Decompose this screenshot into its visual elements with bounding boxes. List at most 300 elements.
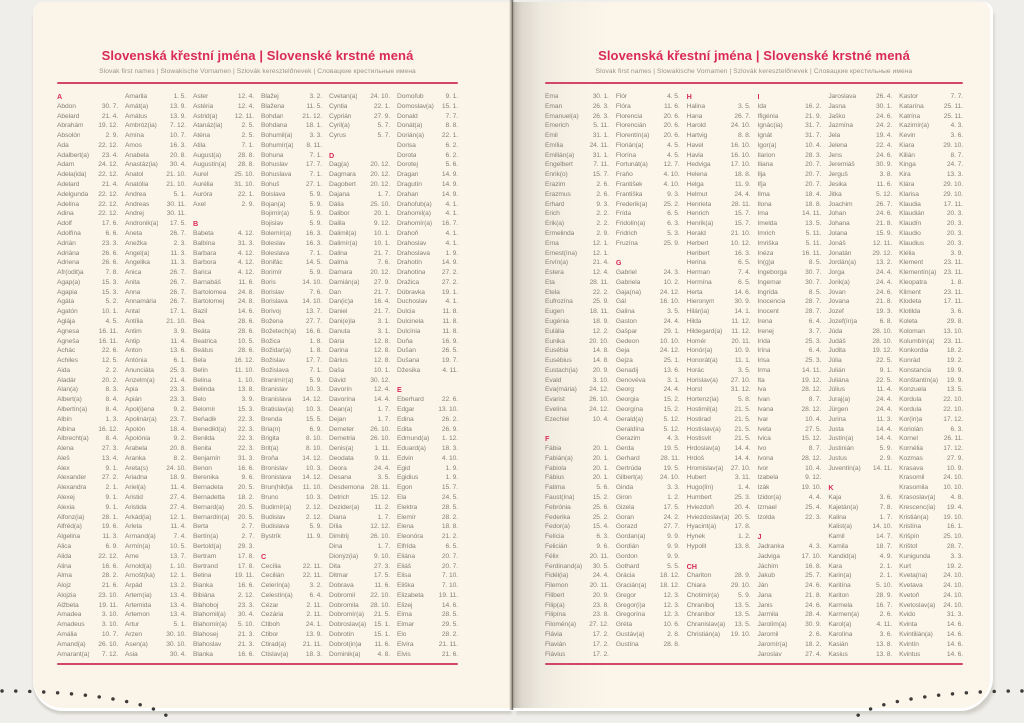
name-entry: Ingrída 8. 5. xyxy=(757,288,822,296)
bottom-rule xyxy=(57,663,458,665)
name-entry: Kalist(a) 14. 10. xyxy=(828,523,893,531)
name-entry: Klodeta 17. 11. xyxy=(899,298,963,306)
name-entry: Jerguš 3. 8. xyxy=(828,171,893,179)
name-entry: Bernard(a) 20. 5. xyxy=(193,503,254,511)
name-entry: Igor(a) 10. 4. xyxy=(757,141,822,149)
name-entry: Klementín(a) 23. 11. xyxy=(899,269,963,277)
name-entry: Amand(a) 26. 10. xyxy=(57,640,118,648)
letter-header: G xyxy=(615,258,622,268)
name-entry: Ignác(ia) 31. 7. xyxy=(757,122,822,130)
name-entry: Ivona 28. 12. xyxy=(757,454,822,462)
name-entry: Klaudín 20. 3. xyxy=(899,220,963,228)
name-entry: Drahan 14. 9. xyxy=(397,190,458,198)
name-entry: Antip 11. 4. xyxy=(125,337,186,345)
name-entry: Bea 28. 6. xyxy=(193,317,254,325)
name-entry: Desana 3. 5. xyxy=(329,474,390,482)
name-column xyxy=(261,92,322,660)
name-entry: Cyntia 22. 1. xyxy=(329,102,390,110)
name-entry: Aladár 20. 2. xyxy=(57,376,118,384)
name-entry: Florencia 20. 6. xyxy=(615,112,680,120)
name-entry: Kaja 3. 6. xyxy=(828,494,893,502)
name-column xyxy=(616,92,680,660)
name-entry: Gaston 24. 4. xyxy=(615,317,680,325)
name-entry: Ema 30. 1. xyxy=(545,93,609,100)
name-entry: Ifigénia 21. 9. xyxy=(757,112,822,120)
name-entry: Kasián 13. 8. xyxy=(828,640,893,648)
name-entry: Andrej 30. 11. xyxy=(125,210,186,218)
name-entry: Emilián(a) 31. 1. xyxy=(545,151,609,159)
name-entry: Božislav 17. 7. xyxy=(261,357,322,365)
name-entry: Arne 13. 7. xyxy=(125,552,186,560)
name-entry: Izabela 9. 12. xyxy=(757,474,822,482)
name-entry: Anton 13. 6. xyxy=(125,347,186,355)
name-entry: Anica 26. 7. xyxy=(125,269,186,277)
page-subtitle: Slovak first names | Slowakische Vornamen | Szlovák keresztelőnevek | Словацкие крестильные имена xyxy=(595,68,913,75)
name-entry: Dragan 14. 9. xyxy=(397,171,458,179)
name-entry: Ctibor 13. 9. xyxy=(261,630,322,638)
name-entry: Belo 3. 9. xyxy=(193,396,254,404)
name-entry: Alfonz(ia) 28. 1. xyxy=(57,513,118,521)
name-entry: Drahoň 4. 1. xyxy=(397,229,458,237)
name-entry: Kajetán(a) 7. 8. xyxy=(828,503,893,511)
name-entry: Džesika 4. 11. xyxy=(397,366,458,374)
name-entry: Beáta 28. 6. xyxy=(193,327,254,335)
name-entry: Henrik(a) 15. 7. xyxy=(686,220,751,228)
name-entry: Dalina 21. 7. xyxy=(329,249,390,257)
name-entry: Jovana 21. 8. xyxy=(828,298,893,306)
name-entry: Karmela 16. 7. xyxy=(828,601,893,609)
name-entry: Fidél(ia) 24. 4. xyxy=(545,572,609,580)
name-entry: Dalibor 20. 1. xyxy=(329,210,390,218)
name-entry: Kornel 26. 11. xyxy=(899,435,963,443)
name-entry: Geja 24. 12. xyxy=(615,347,680,355)
name-entry: Dulcínia 11. 8. xyxy=(397,327,458,335)
name-entry: Hostirad 21. 5. xyxy=(686,415,751,423)
name-entry: Klotilda 3. 6. xyxy=(899,308,963,316)
name-entry: Irenej 3. 7. xyxy=(757,327,822,335)
name-entry: Amadea 3. 10. xyxy=(57,611,118,619)
name-entry: Bojimír(a) 5. 9. xyxy=(261,210,322,218)
name-entry: Filibert 20. 9. xyxy=(545,591,609,599)
name-entry: Hyacint(a) 17. 8. xyxy=(686,523,751,531)
name-entry: Asia 30. 4. xyxy=(125,650,186,658)
name-entry: August(a) 28. 8. xyxy=(193,151,254,159)
name-entry: Ignát 31. 7. xyxy=(757,132,822,140)
name-entry: Hypolit 13. 8. xyxy=(686,542,751,550)
name-entry: Ivo 8. 7. xyxy=(757,445,822,453)
name-entry: Herina 6. 5. xyxy=(686,259,751,267)
name-entry: Kevin 3. 6. xyxy=(899,132,963,140)
name-entry: Jozef(ín)a 6. 8. xyxy=(828,317,893,325)
name-entry: Anunciáta 25. 3. xyxy=(125,366,186,374)
name-entry: Dagobert 20. 12. xyxy=(329,181,390,189)
name-entry: Davorína 14. 4. xyxy=(329,396,390,404)
name-entry: Albína 16. 12. xyxy=(57,425,118,433)
name-entry: Bohumil(a) 3. 3. xyxy=(261,132,322,140)
name-entry: Aurel 25. 10. xyxy=(193,171,254,179)
name-entry: Dražica 27. 2. xyxy=(397,278,458,286)
name-entry: Filemon 20. 11. xyxy=(545,582,609,590)
name-entry: Kamila 18. 7. xyxy=(828,542,893,550)
name-entry: Cyril(a) 5. 7. xyxy=(329,122,390,130)
name-entry: Elvis 21. 6. xyxy=(397,650,458,658)
name-entry: Jorga 24. 4. xyxy=(828,269,893,277)
name-entry: Kvintilián(a) 14. 6. xyxy=(899,630,963,638)
name-entry: Hrdoslav(a) 14. 4. xyxy=(686,445,751,453)
name-entry: Duňa 16. 9. xyxy=(397,337,458,345)
name-entry: Amátus 13. 9. xyxy=(125,112,186,120)
name-entry: Benedikt(a) 22. 3. xyxy=(193,425,254,433)
page-subtitle: Slovak first names | Slowakische Vornamen | Szlovák keresztelőnevek | Словацкие крестильные имена xyxy=(99,68,416,75)
name-entry: Julián 9. 1. xyxy=(828,366,893,374)
name-entry: Adina 22. 12. xyxy=(57,210,118,218)
name-entry: Borimír 5. 9. xyxy=(261,269,322,277)
name-entry: František 4. 10. xyxy=(615,181,680,189)
name-entry: Heribert 16. 3. xyxy=(686,249,751,257)
name-entry: Berenika 9. 6. xyxy=(193,474,254,482)
name-entry: Elfrída 6. 5. xyxy=(397,542,458,550)
name-entry: Celerín(a) 3. 2. xyxy=(261,582,322,590)
name-entry: Bianka 16. 6. xyxy=(193,582,254,590)
name-entry: Achác 22. 6. xyxy=(57,347,118,355)
name-entry: Ditmar 17. 5. xyxy=(329,572,390,580)
name-entry: Hynek 1. 2. xyxy=(686,533,751,541)
name-entry: Gizela 17. 5. xyxy=(615,503,680,511)
name-entry: Ingeborga 30. 7. xyxy=(757,269,822,277)
name-entry: Jela 19. 4. xyxy=(828,132,893,140)
name-entry: Flór 4. 5. xyxy=(615,93,680,100)
name-entry: Dobromil 22. 10. xyxy=(329,591,390,599)
name-entry: Barica 4. 12. xyxy=(193,269,254,277)
name-entry: Kvetoslav(a) 24. 10. xyxy=(899,601,963,609)
name-entry: Konštantín(a) 19. 9. xyxy=(899,376,963,384)
name-entry: Albrecht(a) 8. 4. xyxy=(57,435,118,443)
name-entry: Dávid 30. 12. xyxy=(329,376,390,384)
name-entry: Ján 24. 6. xyxy=(757,582,822,590)
name-entry: Ernest(ína) 12. 1. xyxy=(545,249,609,257)
name-entry: Iva 28. 12. xyxy=(757,386,822,394)
name-entry: Artur 5. 1. xyxy=(125,621,186,629)
name-entry: Kveta(na) 24. 10. xyxy=(899,572,963,580)
name-entry: Elisa 7. 10. xyxy=(397,572,458,580)
name-entry: Georgia 15. 2. xyxy=(615,396,680,404)
name-entry: Halina 3. 5. xyxy=(686,102,751,110)
name-entry: Edita 26. 9. xyxy=(397,425,458,433)
name-entry: Bernadetta 18. 2. xyxy=(193,494,254,502)
name-entry: Dag(a) 20. 12. xyxy=(329,161,390,169)
name-entry: Imriška 5. 11. xyxy=(757,239,822,247)
name-entry: Arabela 20. 8. xyxy=(125,445,186,453)
name-entry: Kvido 31. 3. xyxy=(899,611,963,619)
name-entry: Egidius 1. 9. xyxy=(397,474,458,482)
name-entry: Irída 25. 3. xyxy=(757,337,822,345)
name-entry: Koleta 29. 8. xyxy=(899,317,963,325)
name-entry: Artemon 13. 4. xyxy=(125,611,186,619)
name-entry: Dobromír(a) 21. 5. xyxy=(329,611,390,619)
name-entry: Drahoslav 4. 1. xyxy=(397,239,458,247)
name-entry: Blahoboj 23. 3. xyxy=(193,601,254,609)
name-entry: Kliment 23. 11. xyxy=(899,288,963,296)
name-entry: Apolón 18. 4. xyxy=(125,425,186,433)
name-entry: Boris 14. 10. xyxy=(261,278,322,286)
name-entry: Ilja 20. 7. xyxy=(757,171,822,179)
name-entry: Drahotín 14. 9. xyxy=(397,259,458,267)
name-entry: Bertín(a) 2. 7. xyxy=(193,533,254,541)
name-entry: Drahoslava 1. 9. xyxy=(397,249,458,257)
name-entry: Bazil 14. 6. xyxy=(193,308,254,316)
name-entry: Angelika 11. 3. xyxy=(125,259,186,267)
name-entry: Anna 26. 7. xyxy=(125,288,186,296)
name-entry: Eman 26. 3. xyxy=(545,102,609,110)
name-entry: Aranka 8. 2. xyxy=(125,454,186,462)
name-entry: Ferdinand(a) 30. 5. xyxy=(545,562,609,570)
name-entry: Jaško 24. 6. xyxy=(828,112,893,120)
name-entry: Artem(ia) 13. 4. xyxy=(125,591,186,599)
name-entry: Amát(a) 13. 9. xyxy=(125,102,186,110)
name-entry: Krasoslav(a) 4. 8. xyxy=(899,494,963,502)
name-entry: Imrich 5. 11. xyxy=(757,229,822,237)
name-entry: Herald 21. 10. xyxy=(686,229,751,237)
name-entry: Jozef 19. 3. xyxy=(828,308,893,316)
spacer-row xyxy=(261,542,322,552)
name-entry: Adelard 21. 4. xyxy=(57,181,118,189)
name-entry: Arkád(ia) 12. 1. xyxy=(125,513,186,521)
name-column xyxy=(57,92,118,660)
name-entry: Etela 22. 2. xyxy=(545,288,609,296)
name-entry: Albert(a) 8. 4. xyxy=(57,396,118,404)
name-entry: Adelína 22. 12. xyxy=(57,200,118,208)
name-entry: Kor(in)a 17. 12. xyxy=(899,415,963,423)
name-entry: Eulália 12. 2. xyxy=(545,327,609,335)
name-entry: Dean(a) 1. 7. xyxy=(329,406,390,413)
name-entry: Krasomila 10. 10. xyxy=(899,484,963,492)
name-entry: Agneša 16. 11. xyxy=(57,337,118,345)
name-entry: Bonifác 14. 5. xyxy=(261,259,322,267)
name-column xyxy=(545,92,609,660)
name-entry: Abrahám 19. 12. xyxy=(57,122,118,130)
name-entry: Antal 17. 1. xyxy=(125,308,186,316)
name-entry: Cézar 2. 11. xyxy=(261,601,322,609)
name-entry: Juliána 22. 5. xyxy=(828,376,893,384)
name-entry: Alan(a) 8. 3. xyxy=(57,386,118,394)
name-entry: Eunika 20. 10. xyxy=(545,337,609,345)
name-entry: Karin(a) 2. 1. xyxy=(828,572,893,580)
name-entry: Adalbert(a) 23. 4. xyxy=(57,151,118,159)
name-entry: Apián 23. 3. xyxy=(125,396,186,404)
name-entry: Dorota 6. 2. xyxy=(397,151,458,159)
name-entry: Anabela 20. 8. xyxy=(125,151,186,159)
name-entry: Jáchim 16. 8. xyxy=(757,562,822,570)
name-entry: Elizej 14. 6. xyxy=(397,601,458,609)
name-entry: Elena 18. 8. xyxy=(397,523,458,531)
name-entry: Aleš 13. 4. xyxy=(57,454,118,462)
spacer-row xyxy=(828,473,892,483)
right-page-content xyxy=(512,2,990,708)
name-entry: Ingemar 30. 7. xyxy=(757,278,822,286)
name-entry: Gracián(a) 18. 12. xyxy=(615,582,680,590)
name-entry: Bertrand 17. 8. xyxy=(193,562,254,570)
name-entry: Barnabáš 11. 6. xyxy=(193,278,254,286)
name-entry: Kristián(a) 19. 10. xyxy=(899,513,963,521)
name-entry: Belín 11. 10. xyxy=(193,366,254,374)
name-entry: Barbora 4. 12. xyxy=(193,259,254,267)
name-entry: Krišpín 25. 10. xyxy=(899,533,963,541)
name-entry: Cvetan(a) 24. 10. xyxy=(329,93,390,100)
name-entry: Antim 3. 9. xyxy=(125,327,186,335)
name-entry: Florentín(a) 20. 6. xyxy=(615,132,680,140)
name-entry: Bruno 10. 3. xyxy=(261,494,322,502)
name-entry: Drahomír(a) 16. 7. xyxy=(397,220,458,228)
name-entry: Geraldína 5. 12. xyxy=(615,425,680,433)
name-entry: Kariton 28. 9. xyxy=(828,591,893,599)
name-entry: Jana 21. 8. xyxy=(757,591,822,599)
name-entry: Gerald(a) 5. 12. xyxy=(615,415,680,423)
name-entry: Kornélia 17. 12. xyxy=(899,445,963,453)
name-entry: Karitína 5. 10. xyxy=(828,582,893,590)
name-entry: Ita 19. 12. xyxy=(757,376,822,384)
name-entry: Kordula 22. 10. xyxy=(899,406,963,413)
name-entry: Emil 31. 1. xyxy=(545,132,609,140)
name-entry: Klaudia 17. 11. xyxy=(899,200,963,208)
name-entry: Kvintín 14. 6. xyxy=(899,640,963,648)
name-entry: Chraniboj 13. 5. xyxy=(686,601,751,609)
name-entry: Aneta 26. 7. xyxy=(125,229,186,237)
name-entry: Kastor 7. 7. xyxy=(899,93,963,100)
name-column xyxy=(757,92,821,660)
name-entry: Gustáv(a) 2. 8. xyxy=(615,630,680,638)
name-entry: Ida 16. 2. xyxy=(757,102,822,110)
name-entry: Fruzína 25. 9. xyxy=(615,239,680,247)
name-entry: Kamil 14. 7. xyxy=(828,533,893,541)
name-entry: Fedor(a) 15. 4. xyxy=(545,523,609,531)
name-entry: Judáš 28. 10. xyxy=(828,337,893,345)
name-entry: Bohuslav 17. 7. xyxy=(261,161,322,169)
name-entry: Flóra 11. 6. xyxy=(615,102,680,110)
name-entry: Félix 20. 11. xyxy=(545,552,609,560)
name-entry: Hortenz(ia) 5. 8. xyxy=(686,396,751,404)
name-entry: Fridolín(a) 6. 3. xyxy=(615,220,680,228)
name-entry: Budimír(a) 2. 12. xyxy=(261,503,322,511)
name-entry: Gregor 12. 3. xyxy=(615,591,680,599)
name-entry: Amína 10. 7. xyxy=(125,132,186,140)
name-entry: Horác 3. 5. xyxy=(686,366,751,374)
name-entry: Asen(a) 30. 10. xyxy=(125,640,186,648)
name-entry: Branimír(a) 5. 9. xyxy=(261,376,322,384)
name-entry: Chiara 29. 10. xyxy=(686,582,751,590)
name-entry: Abelard 21. 4. xyxy=(57,112,118,120)
name-entry: Inocencia 28. 7. xyxy=(757,298,822,306)
name-entry: Drahotína 27. 2. xyxy=(397,269,458,277)
name-entry: Ilona 18. 8. xyxy=(757,200,822,208)
name-entry: Dušan 26. 5. xyxy=(397,347,458,355)
name-entry: Bartolomej 24. 8. xyxy=(193,298,254,306)
name-entry: Izmael 25. 4. xyxy=(757,503,822,511)
name-entry: Izolda 22. 3. xyxy=(757,513,822,521)
name-entry: Filip(a) 23. 8. xyxy=(545,601,609,609)
name-entry: Aristid 27. 4. xyxy=(125,494,186,502)
name-entry: Jordán(a) 13. 2. xyxy=(828,259,893,267)
name-entry: Bohuna 7. 1. xyxy=(261,151,322,159)
name-entry: Klaudio 20. 3. xyxy=(899,229,963,237)
name-entry: Dalma 7. 6. xyxy=(329,259,390,267)
name-entry: Adriena 26. 6. xyxy=(57,259,118,267)
name-entry: Astrid(a) 12. 11. xyxy=(193,112,254,120)
name-entry: Hartvig 8. 8. xyxy=(686,132,751,140)
name-entry: Damara 20. 12. xyxy=(329,269,390,277)
name-entry: Goran 24. 2. xyxy=(615,513,680,521)
name-entry: Kvinta 14. 6. xyxy=(899,621,963,629)
name-entry: Helmut 24. 4. xyxy=(686,190,751,198)
name-entry: Boislava 5. 9. xyxy=(261,190,322,198)
name-entry: Katarína 25. 11. xyxy=(899,102,963,110)
name-entry: Abdon 30. 7. xyxy=(57,102,118,110)
name-entry: Adrián 23. 3. xyxy=(57,239,118,247)
name-entry: Izidor(a) 4. 4. xyxy=(757,494,822,502)
name-entry: Budislava 5. 9. xyxy=(261,523,322,531)
name-entry: Jarmila 28. 4. xyxy=(757,611,822,619)
name-entry: Justinián 5. 9. xyxy=(828,445,893,453)
name-columns xyxy=(545,92,963,660)
name-entry: Cyprián 27. 9. xyxy=(329,112,390,120)
name-entry: Dina 1. 7. xyxy=(329,542,390,550)
name-entry: Beátus 28. 6. xyxy=(193,347,254,355)
name-entry: Joachim 26. 7. xyxy=(828,200,893,208)
name-entry: Irisa 25. 3. xyxy=(757,357,822,365)
name-entry: Andronik(a) 17. 5. xyxy=(125,220,186,228)
name-entry: Anatol 21. 10. xyxy=(125,171,186,179)
name-entry: Amália 10. 7. xyxy=(57,630,118,638)
name-entry: Herta 14. 6. xyxy=(686,288,751,296)
name-entry: Drahomil(a) 4. 1. xyxy=(397,210,458,218)
name-entry: Emerich 5. 11. xyxy=(545,122,609,130)
name-entry: Belomír 15. 3. xyxy=(193,406,254,413)
name-entry: Agatón 10. 1. xyxy=(57,308,118,316)
name-entry: Dorián(a) 22. 1. xyxy=(397,132,458,140)
name-entry: Eusébius 14. 8. xyxy=(545,357,609,365)
name-column xyxy=(193,92,254,660)
name-entry: Ilarion 28. 3. xyxy=(757,151,822,159)
name-entry: Hubert 3. 11. xyxy=(686,474,751,482)
name-entry: Agapia 15. 3. xyxy=(57,288,118,296)
name-entry: Ctirad(a) 21. 11. xyxy=(261,640,322,648)
name-entry: Eliáš 20. 7. xyxy=(397,562,458,570)
name-entry: Eva(mária) 24. 12. xyxy=(545,386,609,394)
name-entry: Klélia 3. 9. xyxy=(899,249,963,257)
name-entry: Hermína 6. 5. xyxy=(686,278,751,286)
name-entry: Juraj(a) 24. 4. xyxy=(828,396,893,404)
name-entry: Ivica 15. 12. xyxy=(757,435,822,443)
name-entry: Ivar 10. 4. xyxy=(757,415,822,423)
name-entry: Elektra 28. 5. xyxy=(397,503,458,511)
name-entry: Galina 3. 5. xyxy=(615,308,680,316)
name-entry: Deodata 9. 11. xyxy=(329,454,390,462)
name-entry: Dúbravka 19. 1. xyxy=(397,288,458,296)
title-rule xyxy=(545,82,963,84)
letter-header: H xyxy=(686,92,692,101)
perforation-dots-left-icon xyxy=(0,683,180,723)
name-entry: Jadranka 4. 3. xyxy=(757,542,822,550)
name-entry: Ginda 3. 3. xyxy=(615,484,680,492)
name-entry: Bohdan 21. 12. xyxy=(261,112,322,120)
name-entry: Adelgunda 22. 12. xyxy=(57,190,118,198)
name-entry: Borivoj 13. 7. xyxy=(261,308,322,316)
name-entry: Kozmas 27. 9. xyxy=(899,454,963,462)
name-entry: Davorín 12. 4. xyxy=(329,386,390,394)
name-entry: Bohumír(a) 8. 11. xyxy=(261,141,322,149)
name-entry: Gilbert(a) 24. 10. xyxy=(615,474,680,482)
name-entry: Arpád 13. 2. xyxy=(125,582,186,590)
name-entry: Evarist 26. 10. xyxy=(545,396,609,404)
